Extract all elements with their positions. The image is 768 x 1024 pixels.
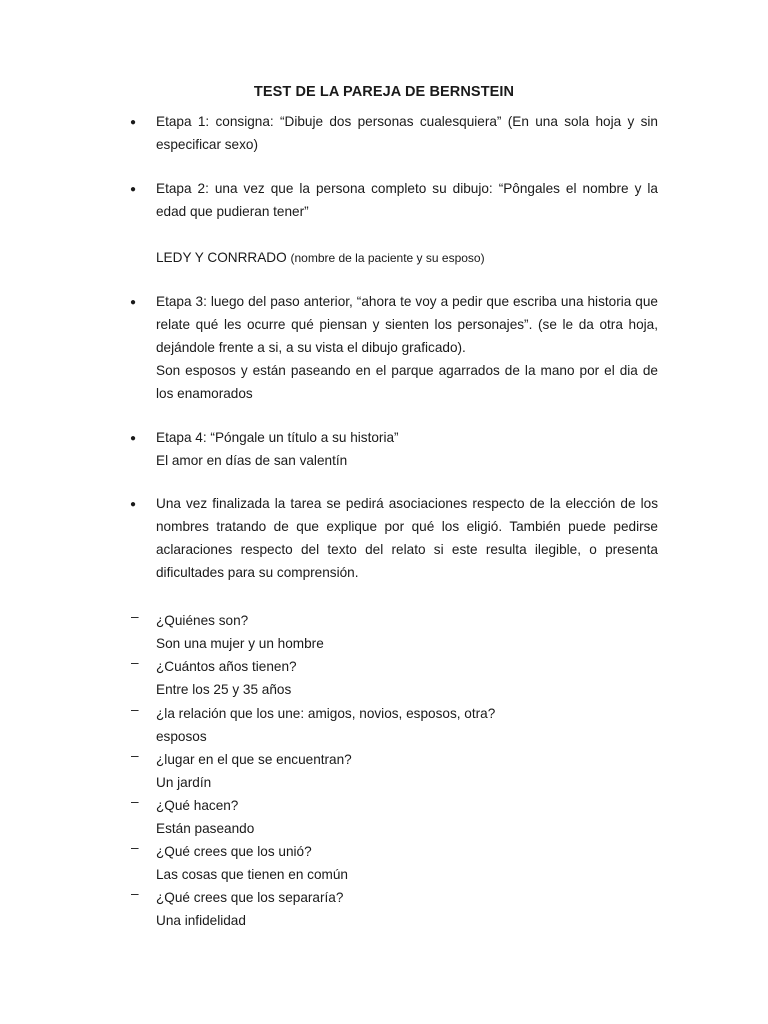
etapa-4-text: Etapa 4: “Póngale un título a su historia” bbox=[156, 430, 399, 445]
answer-text: Entre los 25 y 35 años bbox=[156, 682, 292, 697]
etapa-4-answer: El amor en días de san valentín bbox=[156, 453, 348, 468]
question-2 bbox=[156, 655, 658, 701]
bullet-icon: ● bbox=[130, 499, 137, 510]
etapa-1-text: Etapa 1: consigna: “Dibuje dos personas cualesquiera” (En una sola hoja y sin especificar sexo) bbox=[156, 114, 658, 152]
question-text: ¿Qué hacen? bbox=[156, 798, 239, 813]
answer-text: Están paseando bbox=[156, 821, 255, 836]
answer-text: Son una mujer y un hombre bbox=[156, 636, 324, 651]
question-7 bbox=[156, 886, 658, 932]
question-3 bbox=[156, 702, 658, 748]
answer-text: Un jardín bbox=[156, 775, 212, 790]
question-text: ¿la relación que los une: amigos, novios, esposos, otra? bbox=[156, 706, 496, 721]
question-6 bbox=[156, 840, 658, 886]
question-text: ¿Quiénes son? bbox=[156, 613, 249, 628]
names-line bbox=[156, 246, 658, 270]
bullet-icon: ● bbox=[130, 297, 137, 308]
answer-text: esposos bbox=[156, 729, 207, 744]
names-main: LEDY Y CONRRADO bbox=[156, 250, 287, 265]
question-text: ¿Cuántos años tienen? bbox=[156, 659, 297, 674]
dash-icon: – bbox=[131, 655, 139, 670]
answer-text: Una infidelidad bbox=[156, 913, 246, 928]
question-text: ¿lugar en el que se encuentran? bbox=[156, 752, 352, 767]
question-4 bbox=[156, 748, 658, 794]
etapa-3-text: Etapa 3: luego del paso anterior, “ahora te voy a pedir que escriba una historia que relate qué les ocurre qué piensan y sienten los personajes”. (se le da otra hoja, dejándole frente a si, a su vista el dibujo graficado). bbox=[156, 294, 658, 355]
answer-text: Las cosas que tienen en común bbox=[156, 867, 348, 882]
dash-icon: – bbox=[131, 702, 139, 717]
dash-icon: – bbox=[131, 794, 139, 809]
dash-icon: – bbox=[131, 886, 139, 901]
dash-icon: – bbox=[131, 609, 139, 624]
bullet-icon: ● bbox=[130, 184, 137, 195]
dash-icon: – bbox=[131, 748, 139, 763]
etapa-3-answer: Son esposos y están paseando en el parque agarrados de la mano por el dia de los enamorados bbox=[156, 363, 658, 401]
dash-icon: – bbox=[131, 840, 139, 855]
names-note: (nombre de la paciente y su esposo) bbox=[290, 251, 485, 265]
question-5 bbox=[156, 794, 658, 840]
final-note-text: Una vez finalizada la tarea se pedirá asociaciones respecto de la elección de los nombres tratando de que explique por qué los eligió. También puede pedirse aclaraciones respecto del texto del relato si este resulta ilegible, o presenta dificultades para su comprensión. bbox=[156, 496, 658, 580]
document-title: TEST DE LA PAREJA DE BERNSTEIN bbox=[253, 84, 515, 100]
bullet-icon: ● bbox=[130, 117, 137, 128]
bullet-icon: ● bbox=[130, 433, 137, 444]
etapa-2-text: Etapa 2: una vez que la persona completo su dibujo: “Pôngales el nombre y la edad que pudieran tener” bbox=[156, 181, 658, 219]
question-text: ¿Qué crees que los unió? bbox=[156, 844, 312, 859]
question-text: ¿Qué crees que los separaría? bbox=[156, 890, 344, 905]
question-1 bbox=[156, 609, 658, 655]
